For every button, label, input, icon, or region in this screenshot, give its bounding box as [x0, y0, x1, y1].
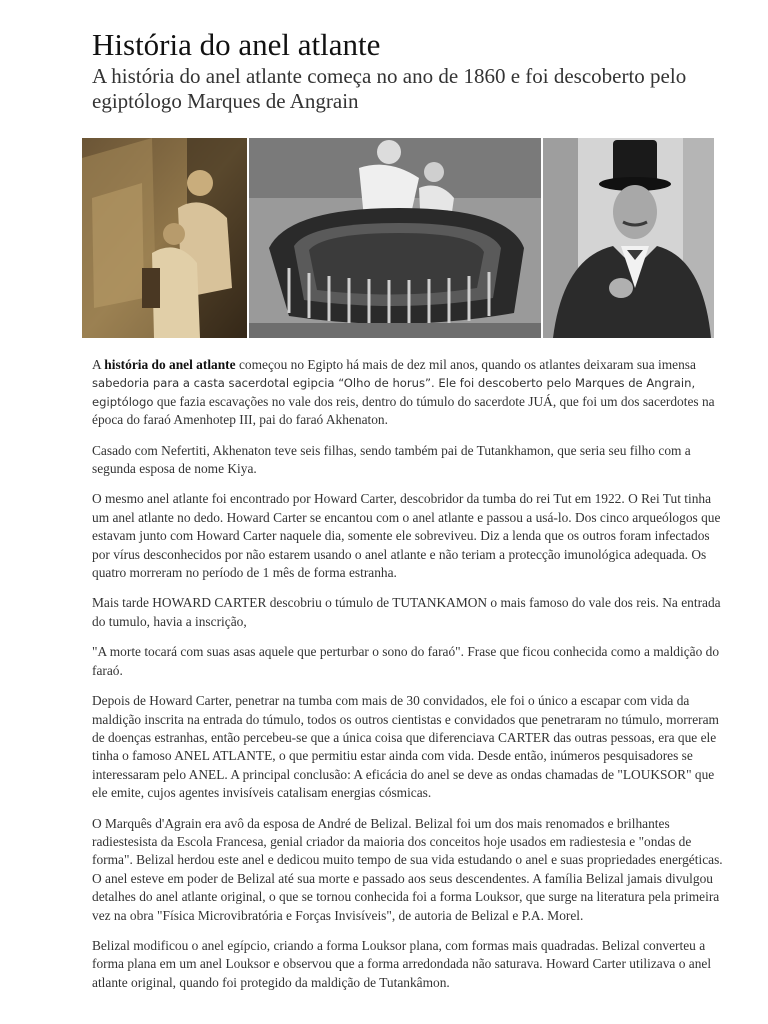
- intro-text-alt-font: sabedoria para a casta sacerdotal egipcia “Olho de horus”. Ele foi descoberto pelo Marques de Angrain, egiptólogo: [92, 376, 696, 409]
- paragraph: Mais tarde HOWARD CARTER descobriu o túmulo de TUTANKAMON o mais famoso do vale dos reis. Na entrada do tumulo, havia a inscrição,: [92, 595, 721, 629]
- page-subtitle: A história do anel atlante começa no ano de 1860 e foi descoberto pelo egiptólogo Marques de Angrain: [92, 64, 687, 113]
- intro-text-middle: começou no Egipto há mais de dez mil anos, quando os atlantes deixaram sua imensa: [235, 357, 696, 372]
- paragraph: O mesmo anel atlante foi encontrado por Howard Carter, descobridor da tumba do rei Tut em 1922. O Rei Tut tinha um anel atlante no dedo. Howard Carter se encantou com o anel atlante e passou a usá-lo. Dos cinco arqueólogos que estavam junto com Howard Carter naquele dia, somente ele sobreviveu. Diz a lenda que os outros foram infectados por vírus desconhecidos por não estarem usando o anel atlante e não teriam a protecção imunológica adequada. Os quatro morreram no período de 1 mês de forma estranha.: [92, 491, 721, 581]
- page-title: História do anel atlante: [92, 27, 381, 62]
- intro-text-start: A: [92, 357, 105, 372]
- excavation-photo: [82, 138, 247, 338]
- paragraph: Depois de Howard Carter, penetrar na tumba com mais de 30 convidados, ele foi o único a escapar com vida da maldição inscrita na entrada do túmulo, todos os outros cientistas e convidados que penetraram no túmulo, morreram de doenças estranhas, então percebeu-se que a única coisa que diferenciava CARTER das outras pessoas, era que ele tinha o famoso ANEL ATLANTE, o que permitiu estar ainda com vida. Desde então, inúmeros pesquisadores se interessaram pelo ANEL. A principal conclusão: A eficácia do anel se deve as ondas chamadas de "LOUKSOR" que ele emite, cujos agentes invisíveis catalisam energias cósmicas.: [92, 693, 719, 801]
- paragraph: O Marquês d'Agrain era avô da esposa de André de Belizal. Belizal foi um dos mais renomados e brilhantes radiestesista da Escola Francesa, genial criador da maioria dos conceitos hoje usados em radiestesia e "ondas de forma". Belizal herdou este anel e dedicou muito tempo de sua vida estudando o anel e suas propriedades energéticas. O anel esteve em poder de Belizal até sua morte e passado aos seus descendentes. A família Belizal jamais divulgou detalhes do anel atlante original, o que se tornou conhecida foi a forma Louksor, que surge na literatura pela primeira vez na obra "Física Microvibratória e Forças Invisíveis", de autoria de Belizal e P.A. Morel.: [92, 815, 723, 923]
- portrait-photo: [543, 138, 714, 338]
- article-body: [92, 356, 724, 1004]
- paragraph: Casado com Nefertiti, Akhenaton teve seis filhas, sendo também pai de Tutankhamon, que seria seu filho com a segunda esposa de nome Kiya.: [92, 442, 691, 477]
- paragraph-intro: [92, 356, 724, 430]
- paragraph: Belizal modificou o anel egípcio, criando a forma Louksor plana, com formas mais quadradas. Belizal converteu a forma plana em um anel Louksor e observou que a forma arredondada não saturava. Howard Carter utilizava o anel atlante original, quando foi protegido da maldição de Tutankâmon.: [92, 937, 712, 990]
- photo-strip: [82, 138, 714, 338]
- paragraph-quote: "A morte tocará com suas asas aquele que perturbar o sono do faraó". Frase que ficou conhecida como a maldição do faraó.: [92, 644, 720, 678]
- intro-bold-term: história do anel atlante: [104, 357, 236, 372]
- intro-text-end: que fazia escavações no vale dos reis, dentro do túmulo do sacerdote JUÁ, que foi um dos sacerdotes na época do faraó Amenhotep III, pai do faraó Akhenaton.: [92, 393, 715, 428]
- sarcophagus-photo: [249, 138, 541, 338]
